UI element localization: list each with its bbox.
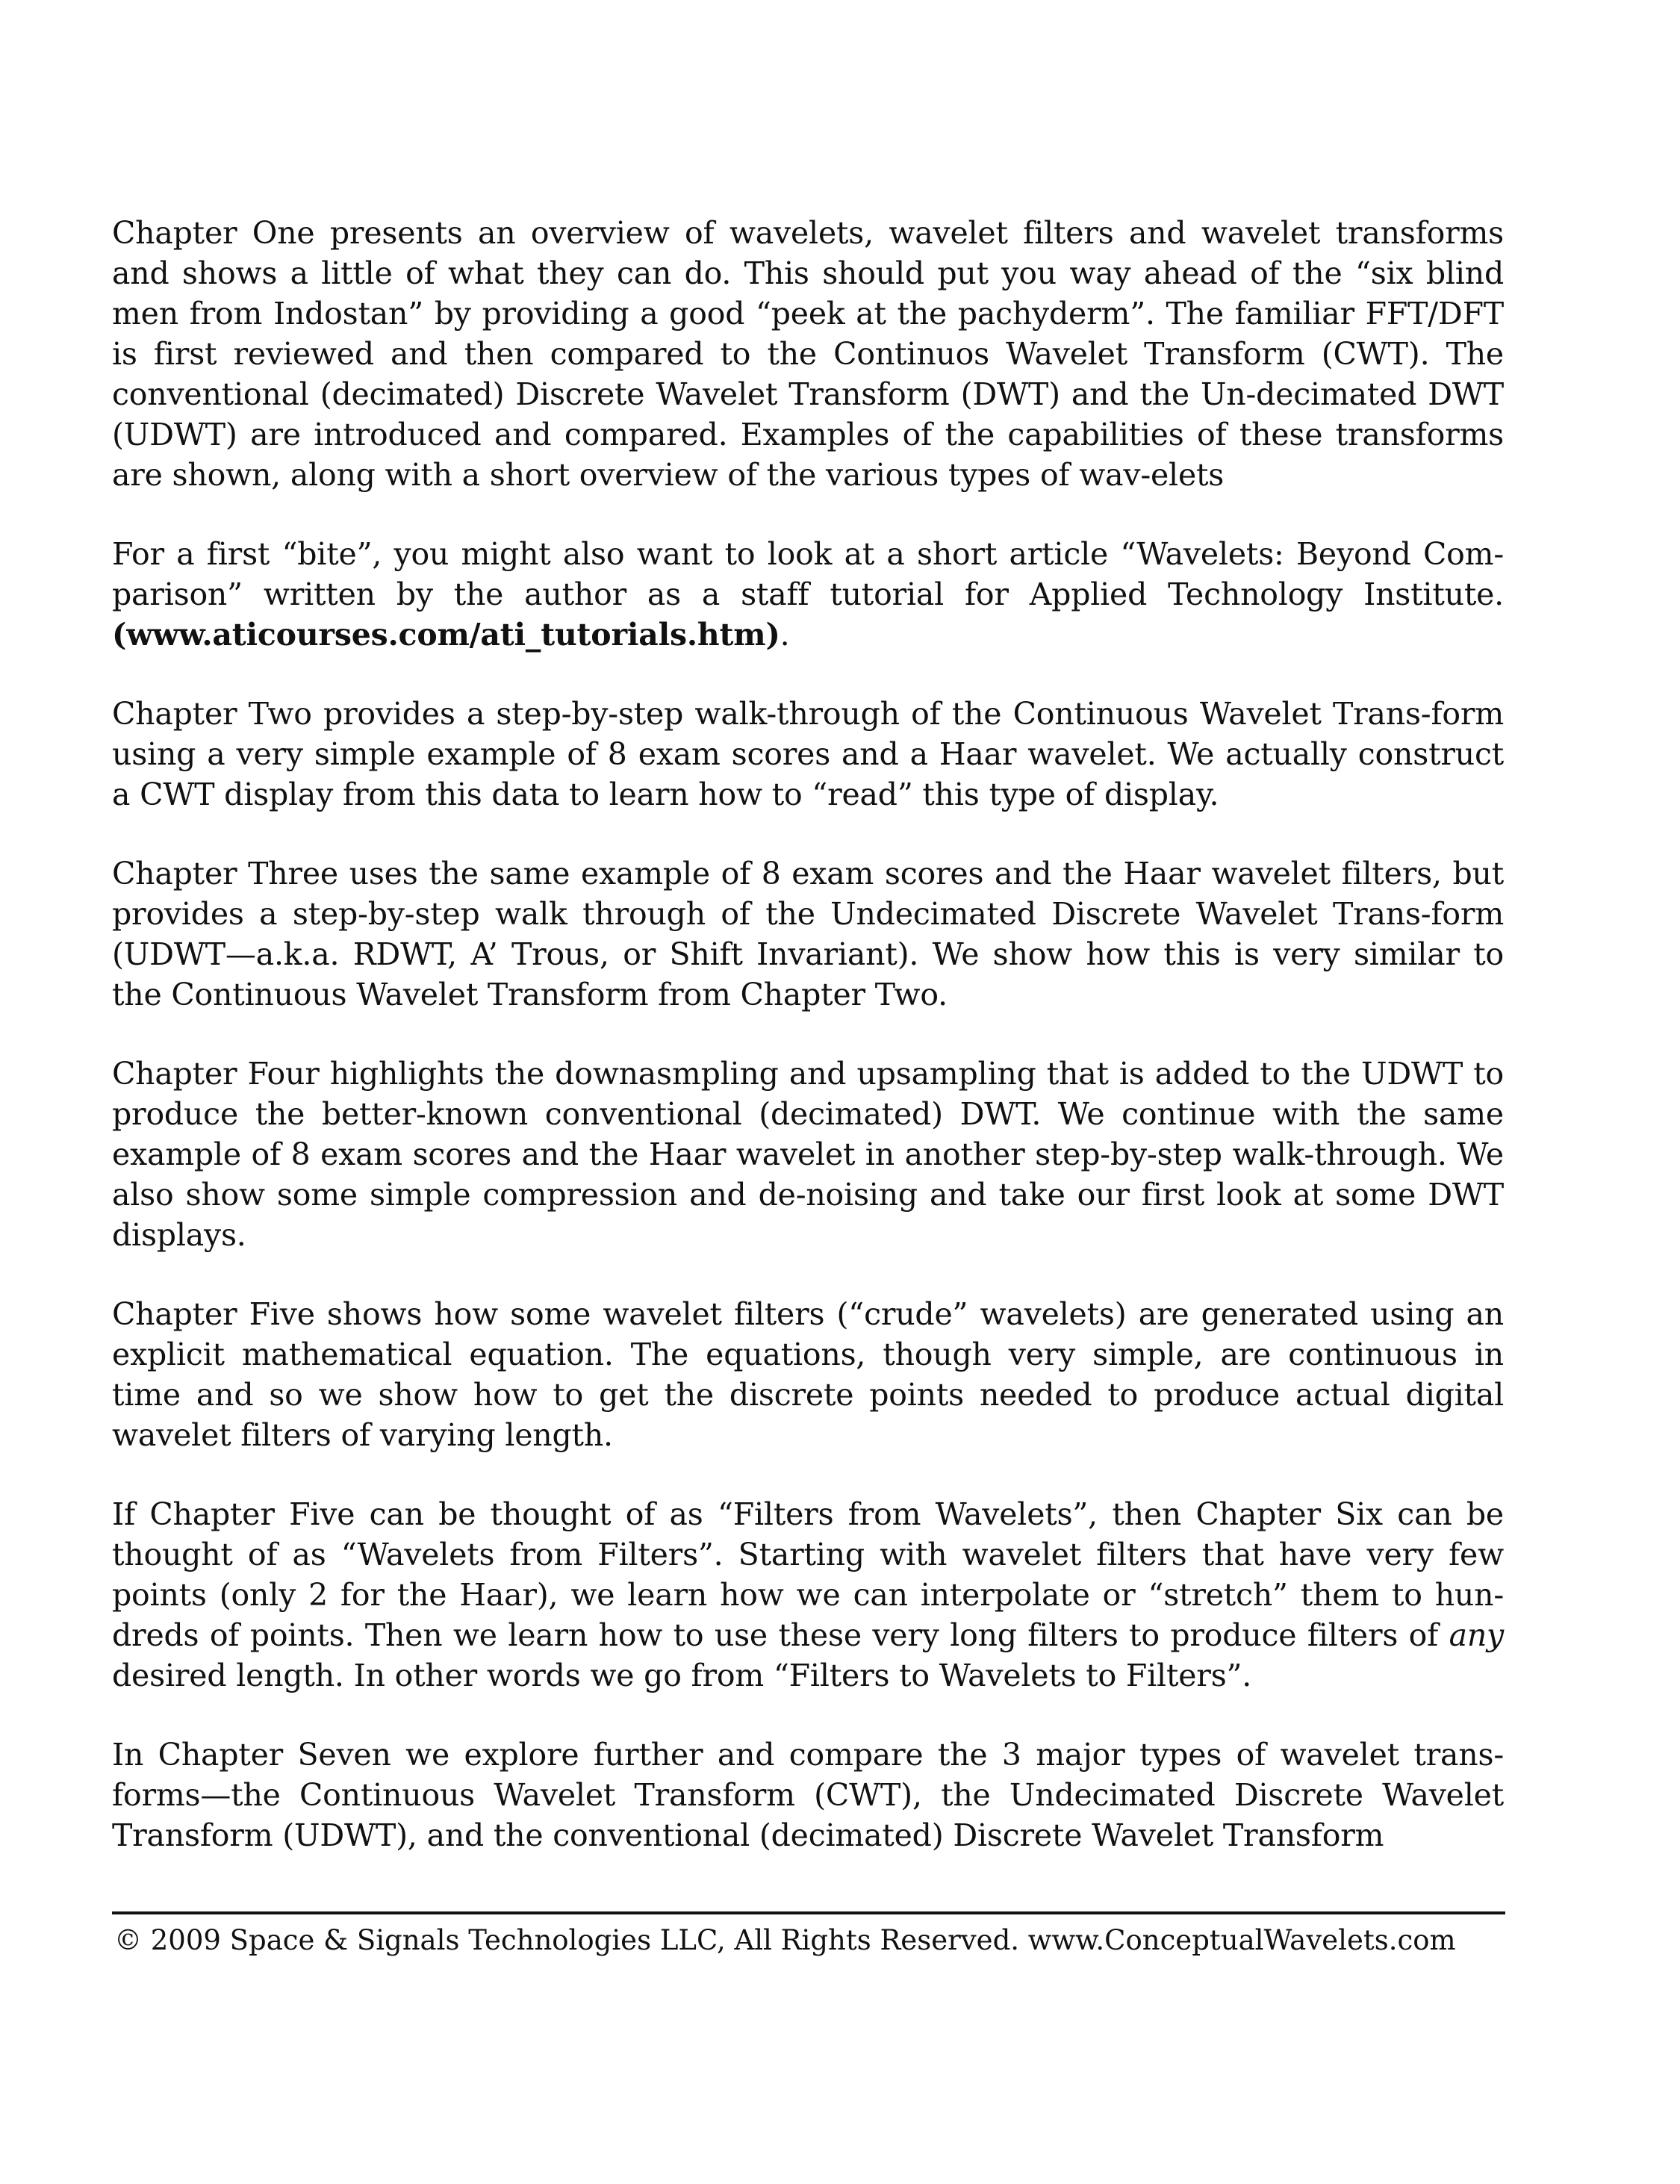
paragraph-chapter-two: Chapter Two provides a step-by-step walk-through of the Continuous Wavelet Trans-form using a very simple example of 8 exam scores and a Haar wavelet. We actually construct a CWT display from this data to learn how to “read” this type of display.: [112, 696, 1504, 812]
chapter-six-end: desired length. In other words we go from “Filters to Wavelets to Filters”.: [112, 1658, 1252, 1693]
paragraph-chapter-one: Chapter One presents an overview of wavelets, wavelet filters and wavelet transforms and shows a little of what they can do. This should put you way ahead of the “six blind men from Indostan” by providing a good “peek at the pachyderm”. The familiar FFT/DFT is first reviewed and then compared to the Continuos Wavelet Transform (CWT). The conventional (decimated) Discrete Wavelet Transform (DWT) and the Un-decimated DWT (UDWT) are introduced and compared. Examples of the capabilities of these transforms are shown, along with a short overview of the various types of wav-elets: [112, 215, 1504, 493]
chapter-six-italic: any: [1449, 1617, 1504, 1653]
page-body: [112, 213, 1504, 1855]
paragraph-chapter-three: Chapter Three uses the same example of 8 exam scores and the Haar wavelet filters, but provides a step-by-step walk through of the Undecimated Discrete Wavelet Trans-form (UDWT—a.k.a. RDWT, A’ Trous, or Shift Invariant). We show how this is very similar to the Continuous Wavelet Transform from Chapter Two.: [112, 856, 1504, 1012]
first-bite-end: .: [780, 617, 790, 653]
paragraph-first-bite: [112, 534, 1504, 655]
tutorial-link[interactable]: (www.aticourses.com/ati_tutorials.htm): [112, 617, 780, 653]
chapter-six-text: If Chapter Five can be thought of as “Filters from Wavelets”, then Chapter Six can be thought of as “Wavelets from Filters”. Starting with wavelet filters that have very few points (only 2 for the Haar), we learn how we can interpolate or “stretch” them to hun-dreds of points. Then we learn how to use these very long filters to produce filters of: [112, 1496, 1504, 1653]
footer-copyright: © 2009 Space & Signals Technologies LLC, All Rights Reserved. www.ConceptualWavelets.com: [114, 1924, 1456, 1956]
first-bite-text: For a first “bite”, you might also want to look at a short article “Wavelets: Beyond Com-parison” written by the author as a staff tutorial for Applied Technology Institute.: [112, 536, 1504, 612]
paragraph-chapter-four: Chapter Four highlights the downasmpling and upsampling that is added to the UDWT to produce the better-known conventional (decimated) DWT. We continue with the same example of 8 exam scores and the Haar wavelet in another step-by-step walk-through. We also show some simple compression and de-noising and take our first look at some DWT displays.: [112, 1056, 1504, 1253]
paragraph-chapter-seven: In Chapter Seven we explore further and compare the 3 major types of wavelet trans-forms—the Continuous Wavelet Transform (CWT), the Undecimated Discrete Wavelet Transform (UDWT), and the conventional (decimated) Discrete Wavelet Transform: [112, 1737, 1504, 1853]
footer-rule: [112, 1911, 1505, 1914]
paragraph-chapter-six: [112, 1494, 1504, 1696]
paragraph-chapter-five: Chapter Five shows how some wavelet filters (“crude” wavelets) are generated using an explicit mathematical equation. The equations, though very simple, are continuous in time and so we show how to get the discrete points needed to produce actual digital wavelet filters of varying length.: [112, 1296, 1504, 1453]
